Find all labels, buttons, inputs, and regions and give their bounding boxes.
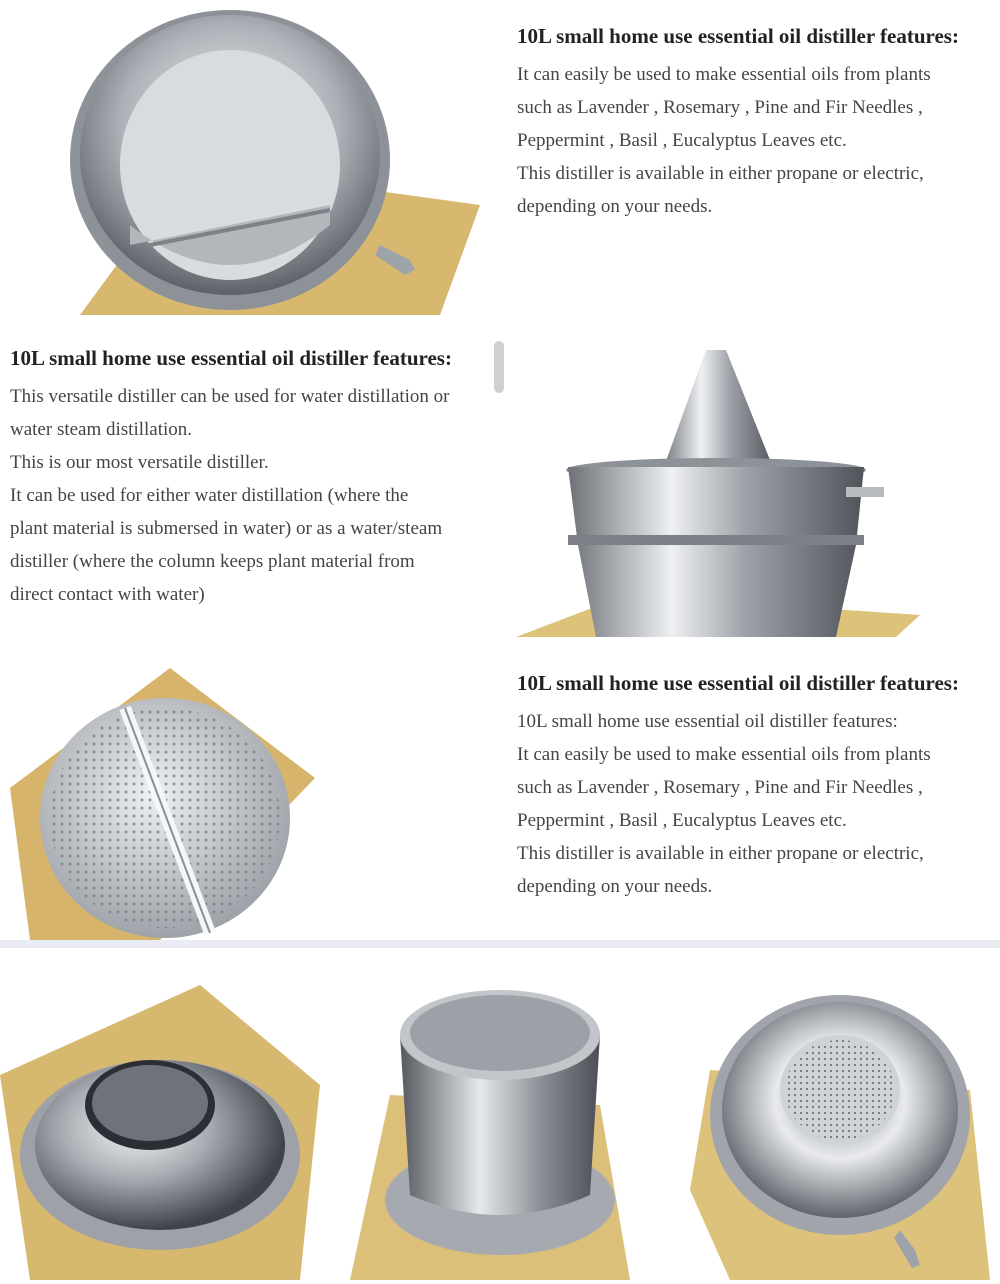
cylinder-pot-photo	[330, 985, 660, 1280]
feature-line: depending on your needs.	[517, 196, 713, 217]
section-title: 10L small home use essential oil distiller features:	[517, 24, 959, 48]
feature-line: This versatile distiller can be used for water distillation or	[10, 386, 450, 407]
section-divider	[0, 940, 1000, 948]
feature-section-1	[517, 22, 992, 223]
section-title: 10L small home use essential oil distiller features:	[10, 346, 452, 370]
feature-line: This distiller is available in either propane or electric,	[517, 843, 924, 864]
feature-line: such as Lavender , Rosemary , Pine and Fir Needles ,	[517, 777, 923, 798]
feature-line: It can easily be used to make essential oils from plants	[517, 64, 931, 85]
feature-line: water steam distillation.	[10, 419, 193, 440]
feature-section-2	[10, 344, 510, 611]
feature-line: 10L small home use essential oil distiller features:	[517, 711, 898, 732]
feature-line: It can be used for either water distillation (where the	[10, 485, 409, 506]
feature-line: plant material is submersed in water) or as a water/steam	[10, 518, 443, 539]
feature-section-3	[517, 669, 992, 903]
feature-line: distiller (where the column keeps plant material from	[10, 551, 415, 572]
section-title: 10L small home use essential oil distiller features:	[517, 671, 959, 695]
feature-line: This distiller is available in either propane or electric,	[517, 163, 924, 184]
feature-line: Peppermint , Basil , Eucalyptus Leaves etc.	[517, 130, 847, 151]
feature-line: direct contact with water)	[10, 584, 205, 605]
feature-line: It can easily be used to make essential oils from plants	[517, 744, 931, 765]
top-view-photo	[690, 990, 990, 1280]
feature-line: This is our most versatile distiller.	[10, 452, 269, 473]
cone-column-photo	[516, 345, 920, 637]
feature-line: depending on your needs.	[517, 876, 713, 897]
distiller-basket-photo	[40, 5, 480, 315]
perforated-plate-photo	[10, 668, 315, 940]
scrollbar-thumb[interactable]	[494, 341, 504, 393]
feature-line: Peppermint , Basil , Eucalyptus Leaves etc.	[517, 810, 847, 831]
dome-lid-photo	[0, 985, 320, 1280]
feature-line: such as Lavender , Rosemary , Pine and Fir Needles ,	[517, 97, 923, 118]
